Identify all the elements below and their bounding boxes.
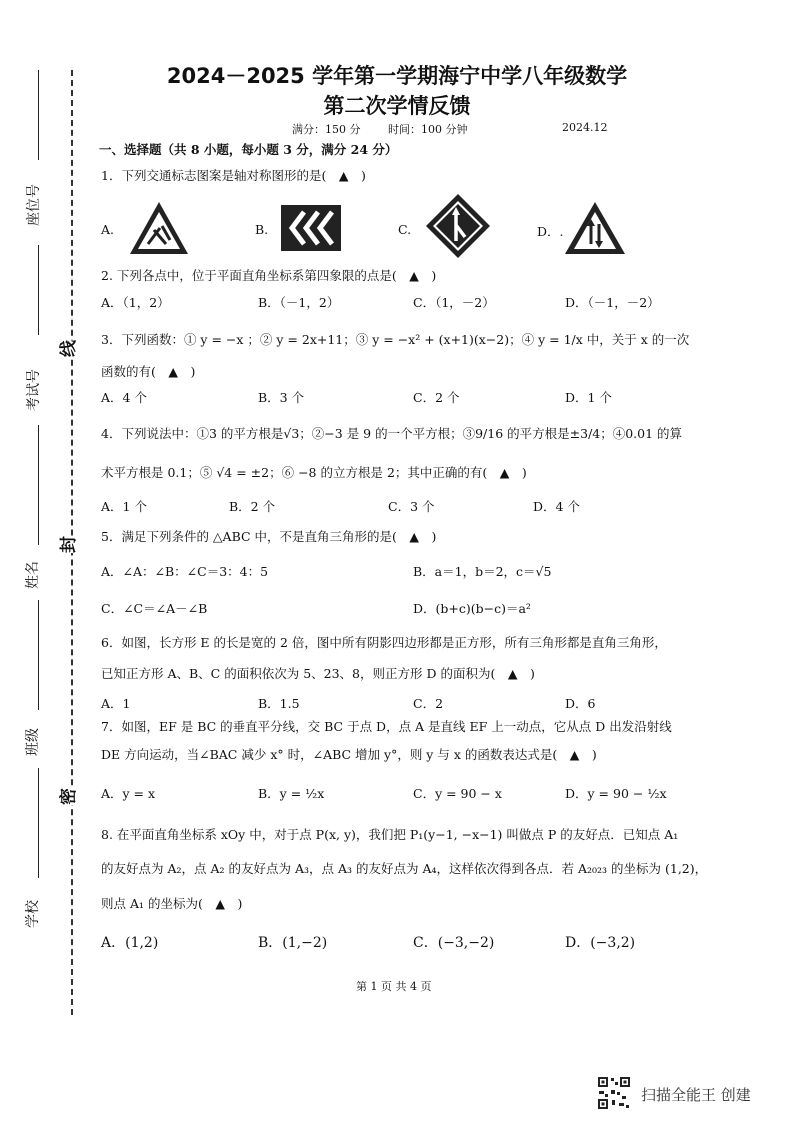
- q6-option-d: D．6: [565, 696, 596, 711]
- q4-option-c: C．3 个: [388, 499, 435, 514]
- exam-time: 时间：100 分钟: [388, 123, 468, 136]
- seal-secret-char: 密: [52, 788, 81, 805]
- q5-option-b: B．a＝1，b＝2，c＝√5: [413, 564, 552, 579]
- q7-stem-cont: DE 方向运动，当∠BAC 减少 x° 时，∠ABC 增加 y°，则 y 与 x 的函数表达式是( ▲ ): [101, 747, 597, 762]
- q3-option-d: D．1 个: [565, 390, 612, 405]
- scanner-brand: 扫描全能王 创建: [641, 1086, 751, 1104]
- q3-stem-cont: 函数的有( ▲ ): [101, 364, 196, 379]
- q5-option-a: A．∠A：∠B：∠C＝3：4：5: [101, 564, 269, 579]
- q5-option-d: D．(b+c)(b−c)＝a²: [413, 601, 531, 616]
- class-label: 班级: [25, 728, 41, 756]
- name-line: [38, 600, 39, 710]
- q7-stem: 7．如图，EF 是 BC 的垂直平分线，交 BC 于点 D，点 A 是直线 EF 上一动点，它从点 D 出发沿射线: [101, 719, 672, 734]
- exam-date: 2024.12: [562, 121, 608, 134]
- q8-option-a: A．(1,2): [101, 935, 159, 951]
- q6-stem-cont: 已知正方形 A、B、C 的面积依次为 5、23、8，则正方形 D 的面积为( ▲ ): [101, 666, 535, 681]
- q2-option-a: A．（1，2）: [101, 295, 170, 310]
- q7-option-d: D．y = 90 − ½x: [565, 786, 667, 801]
- two-way-traffic-sign-icon: [563, 200, 627, 260]
- q7-option-c: C．y = 90 − x: [413, 786, 502, 801]
- q1-option-a: A.: [101, 222, 115, 237]
- q1-option-b: B.: [255, 222, 269, 237]
- q6-stem: 6．如图，长方形 E 的长是宽的 2 倍，图中所有阴影四边形都是正方形，所有三角形都是直角三角形，: [101, 635, 667, 650]
- q7-option-a: A．y = x: [101, 786, 156, 801]
- q2-option-b: B．（－1，2）: [258, 295, 340, 310]
- seat-line-2: [38, 245, 39, 335]
- q8-option-c: C．(−3,−2): [413, 935, 495, 951]
- page-number: 第 1 页 共 4 页: [356, 980, 432, 993]
- q6-option-a: A．1: [101, 696, 131, 711]
- q8-stem-cont: 的友好点为 A₂，点 A₂ 的友好点为 A₃，点 A₃ 的友好点为 A₄，这样依次得到各点．若 A₂₀₂₃ 的坐标为 (1,2)，: [101, 861, 708, 876]
- q8-option-b: B．(1,−2): [258, 935, 328, 951]
- q2-stem: 2. 下列各点中，位于平面直角坐标系第四象限的点是( ▲ ): [101, 268, 437, 283]
- seal-line-char: 线: [52, 340, 81, 357]
- exam-subtitle: 第二次学情反馈: [323, 94, 471, 118]
- q1-option-c: C.: [398, 222, 412, 237]
- full-score: 满分：150 分: [292, 123, 361, 136]
- q4-stem-cont: 术平方根是 0.1；⑤ √4 = ±2；⑥ −8 的立方根是 2；其中正确的有( ▲ ): [101, 465, 527, 480]
- seal-seal-char: 封: [52, 536, 81, 553]
- exam-no-label: 考试号: [26, 369, 42, 411]
- q8-stem: 8. 在平面直角坐标系 xOy 中，对于点 P(x, y)，我们把 P₁(y−1, −x−1) 叫做点 P 的友好点．已知点 A₁: [101, 827, 679, 842]
- q1-stem: 1．下列交通标志图案是轴对称图形的是( ▲ ): [101, 168, 366, 183]
- chevron-left-sign-icon: [280, 204, 342, 256]
- q2-option-d: D．（－1，－2）: [565, 295, 660, 310]
- q1-option-d: D．.: [537, 224, 564, 239]
- name-label: 姓名: [25, 561, 41, 589]
- q4-option-d: D．4 个: [533, 499, 580, 514]
- merge-diamond-sign-icon: [425, 193, 491, 263]
- q5-option-c: C．∠C＝∠A－∠B: [101, 601, 208, 616]
- q6-option-b: B．1.5: [258, 696, 300, 711]
- qr-code-icon: [597, 1076, 631, 1114]
- seat-label: 座位号: [26, 184, 42, 226]
- q4-stem: 4．下列说法中：①3 的平方根是√3；②−3 是 9 的一个平方根；③9/16 的平方根是±3/4；④0.01 的算: [101, 426, 683, 441]
- q8-option-d: D．(−3,2): [565, 935, 636, 951]
- q5-stem: 5．满足下列条件的 △ABC 中，不是直角三角形的是( ▲ ): [101, 529, 437, 544]
- q3-option-a: A．4 个: [101, 390, 147, 405]
- q2-option-c: C．（1，－2）: [413, 295, 495, 310]
- q3-option-b: B．3 个: [258, 390, 305, 405]
- class-line: [38, 768, 39, 878]
- q8-stem-cont2: 则点 A₁ 的坐标为( ▲ ): [101, 896, 243, 911]
- q7-option-b: B．y = ½x: [258, 786, 325, 801]
- warning-triangle-sign-icon: [128, 200, 190, 260]
- q4-option-a: A．1 个: [101, 499, 147, 514]
- q3-option-c: C．2 个: [413, 390, 460, 405]
- exam-title: 2024－2025 学年第一学期海宁中学八年级数学: [166, 64, 628, 88]
- q4-option-b: B．2 个: [229, 499, 276, 514]
- q3-stem: 3．下列函数：① y = −x ；② y = 2x+11；③ y = −x² + (x+1)(x−2)；④ y = 1/x 中，关于 x 的一次: [101, 332, 690, 347]
- school-label: 学校: [25, 900, 41, 928]
- section-heading: 一、选择题（共 8 小题，每小题 3 分，满分 24 分）: [99, 142, 398, 157]
- exam-no-line: [38, 425, 39, 545]
- q6-option-c: C．2: [413, 696, 444, 711]
